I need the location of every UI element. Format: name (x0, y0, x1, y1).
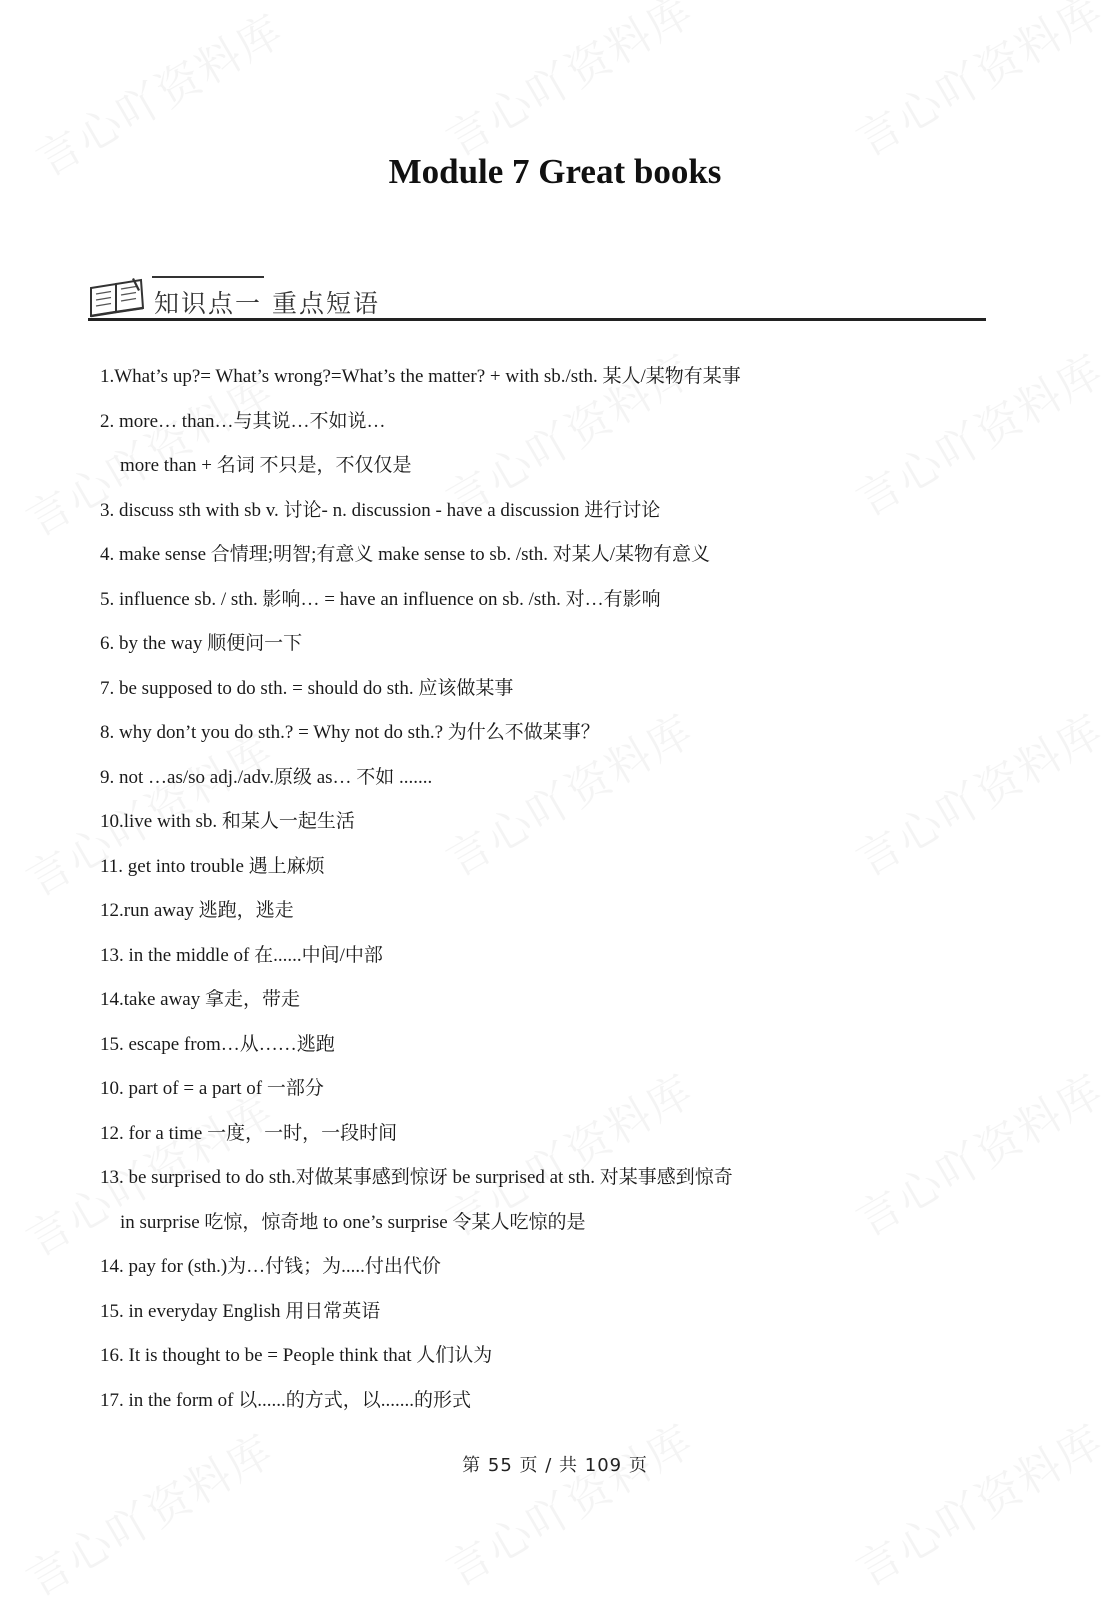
list-item: 4. make sense 合情理;明智;有意义 make sense to sb. /sth. 对某人/某物有意义 (100, 544, 711, 565)
list-item: 10. part of = a part of 一部分 (100, 1078, 324, 1099)
list-item: 14.take away 拿走，带走 (100, 989, 300, 1010)
watermark-text (12, 1415, 283, 1608)
list-item: 11. get into trouble 遇上麻烦 (100, 855, 325, 877)
list-item: 10.live with sb. 和某人一起生活 (100, 811, 355, 832)
list-item: 7. be supposed to do sth. = should do sth. 应该做某事 (100, 677, 514, 699)
list-item: 2. more… than…与其说…不如说… (100, 410, 386, 432)
list-item: 1.What’s up?= What’s wrong?=What’s the matter? + with sb./sth. 某人/某物有某事 (100, 366, 741, 387)
phrase-list (100, 362, 1000, 1430)
watermark-text (432, 0, 703, 169)
list-item: 8. why don’t you do sth.? = Why not do sth.? 为什么不做某事？ (100, 722, 600, 743)
list-item: 14. pay for (sth.)为…付钱；为.....付出代价 (100, 1256, 441, 1277)
open-book-icon (88, 276, 146, 318)
list-item: 12. for a time 一度，一时，一段时间 (100, 1122, 398, 1144)
page-footer: 第 55 页 / 共 109 页 (462, 1455, 648, 1476)
list-item: 13. in the middle of 在......中间/中部 (100, 944, 383, 966)
list-item: 6. by the way 顺便问一下 (100, 633, 303, 654)
list-item: 5. influence sb. / sth. 影响… = have an influence on sb. /sth. 对…有影响 (100, 588, 661, 610)
section-header (88, 268, 986, 322)
watermark-text (842, 0, 1110, 169)
list-item: 9. not …as/so adj./adv.原级 as… 不如 ....... (100, 766, 433, 788)
list-item: in surprise 吃惊，惊奇地 to one’s surprise 令某人吃惊的是 (120, 1211, 586, 1233)
section-heading: 知识点一 重点短语 (154, 289, 380, 318)
section-top-rule (152, 276, 264, 278)
list-item: 3. discuss sth with sb v. 讨论- n. discussion - have a discussion 进行讨论 (100, 499, 661, 521)
list-item: more than + 名词 不只是，不仅仅是 (120, 455, 412, 476)
list-item: 15. in everyday English 用日常英语 (100, 1300, 381, 1322)
page-title: Module 7 Great books (388, 152, 722, 191)
list-item: 17. in the form of 以......的方式，以.......的形式 (100, 1389, 472, 1411)
list-item: 15. escape from…从……逃跑 (100, 1033, 335, 1055)
list-item: 12.run away 逃跑，逃走 (100, 900, 294, 921)
watermark-text (842, 1405, 1110, 1598)
watermark-text (432, 1405, 703, 1598)
list-item: 13. be surprised to do sth.对做某事感到惊讶 be surprised at sth. 对某事感到惊奇 (100, 1167, 733, 1188)
section-divider (88, 318, 986, 321)
list-item: 16. It is thought to be = People think that 人们认为 (100, 1345, 493, 1366)
